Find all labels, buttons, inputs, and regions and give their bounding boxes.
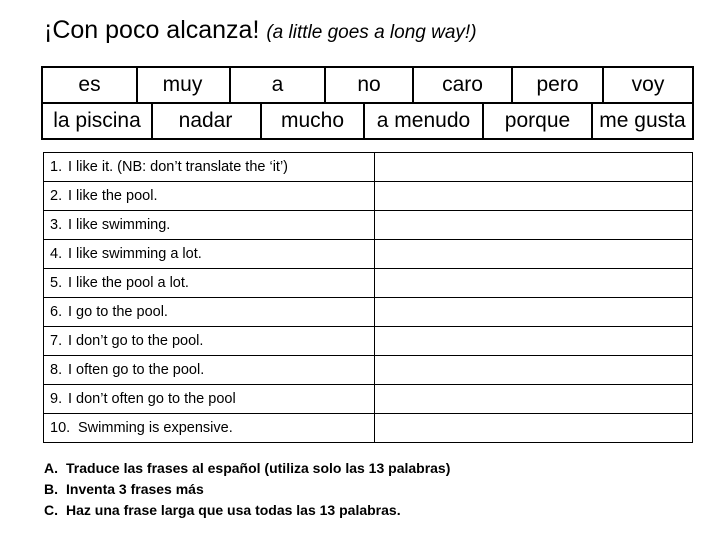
sentence-cell: [44, 298, 375, 327]
table-row: [44, 269, 693, 298]
instructions: [44, 458, 450, 521]
sentence-text: I like the pool.: [68, 188, 158, 204]
table-row: [44, 211, 693, 240]
sentence-number: 5.: [50, 275, 63, 291]
instruction-text: Inventa 3 frases más: [66, 481, 204, 497]
sentence-text: I like swimming a lot.: [68, 246, 202, 262]
word-cell: caro: [414, 66, 513, 104]
sentence-text: I go to the pool.: [68, 304, 168, 320]
sentence-cell: [44, 182, 375, 211]
table-row: [44, 356, 693, 385]
sentence-text: I don’t go to the pool.: [68, 333, 204, 349]
word-cell: voy: [604, 66, 694, 104]
instruction-text: Haz una frase larga que usa todas las 13 palabras.: [66, 502, 401, 518]
word-cell: porque: [484, 102, 593, 140]
word-cell: muy: [136, 66, 231, 104]
answer-cell[interactable]: [374, 240, 692, 269]
sentence-text: I often go to the pool.: [68, 362, 205, 378]
word-cell: me gusta: [593, 102, 694, 140]
instruction-text: Traduce las frases al español (utiliza solo las 13 palabras): [66, 460, 451, 476]
answer-cell[interactable]: [374, 211, 692, 240]
table-row: [44, 182, 693, 211]
instruction-item: [44, 500, 450, 521]
answer-cell[interactable]: [374, 356, 692, 385]
table-row: [44, 414, 693, 443]
table-row: [44, 240, 693, 269]
sentence-number: 8.: [50, 362, 63, 378]
sentence-cell: [44, 269, 375, 298]
answer-cell[interactable]: [374, 327, 692, 356]
word-cell: nadar: [151, 102, 262, 140]
translation-table: [43, 152, 693, 443]
sentence-number: 10.: [50, 420, 71, 436]
word-cell: pero: [513, 66, 604, 104]
sentence-text: I like it. (NB: don’t translate the ‘it’): [68, 159, 288, 175]
table-row: [44, 298, 693, 327]
sentence-text: I like the pool a lot.: [68, 275, 189, 291]
word-cell: mucho: [262, 102, 365, 140]
sentence-text: I like swimming.: [68, 217, 171, 233]
sentence-number: 4.: [50, 246, 63, 262]
word-bank: [41, 66, 694, 138]
sentence-cell: [44, 356, 375, 385]
sentence-number: 6.: [50, 304, 63, 320]
sentence-number: 1.: [50, 159, 63, 175]
answer-cell[interactable]: [374, 298, 692, 327]
title-main: ¡Con poco alcanza!: [44, 16, 260, 44]
sentence-cell: [44, 385, 375, 414]
answer-cell[interactable]: [374, 414, 692, 443]
instruction-letter: B.: [44, 481, 58, 497]
sentence-text: Swimming is expensive.: [78, 420, 233, 436]
word-bank-row-2: [41, 102, 694, 138]
sentence-number: 7.: [50, 333, 63, 349]
sentence-text: I don’t often go to the pool: [68, 391, 236, 407]
sentence-number: 9.: [50, 391, 63, 407]
sentence-cell: [44, 153, 375, 182]
sentence-cell: [44, 414, 375, 443]
page-title: [44, 16, 477, 45]
word-cell: es: [41, 66, 138, 104]
instruction-letter: A.: [44, 460, 58, 476]
answer-cell[interactable]: [374, 153, 692, 182]
word-cell: a: [231, 66, 326, 104]
instruction-letter: C.: [44, 502, 58, 518]
sentence-cell: [44, 240, 375, 269]
title-subtitle: (a little goes a long way!): [266, 22, 477, 43]
table-row: [44, 385, 693, 414]
answer-cell[interactable]: [374, 269, 692, 298]
sentence-number: 3.: [50, 217, 63, 233]
table-row: [44, 153, 693, 182]
table-row: [44, 327, 693, 356]
answer-cell[interactable]: [374, 385, 692, 414]
instruction-item: [44, 458, 450, 479]
sentence-cell: [44, 327, 375, 356]
word-cell: a menudo: [365, 102, 484, 140]
word-cell: no: [326, 66, 414, 104]
word-bank-row-1: [41, 66, 694, 102]
instruction-item: [44, 479, 450, 500]
answer-cell[interactable]: [374, 182, 692, 211]
sentence-number: 2.: [50, 188, 63, 204]
sentence-cell: [44, 211, 375, 240]
word-cell: la piscina: [41, 102, 153, 140]
